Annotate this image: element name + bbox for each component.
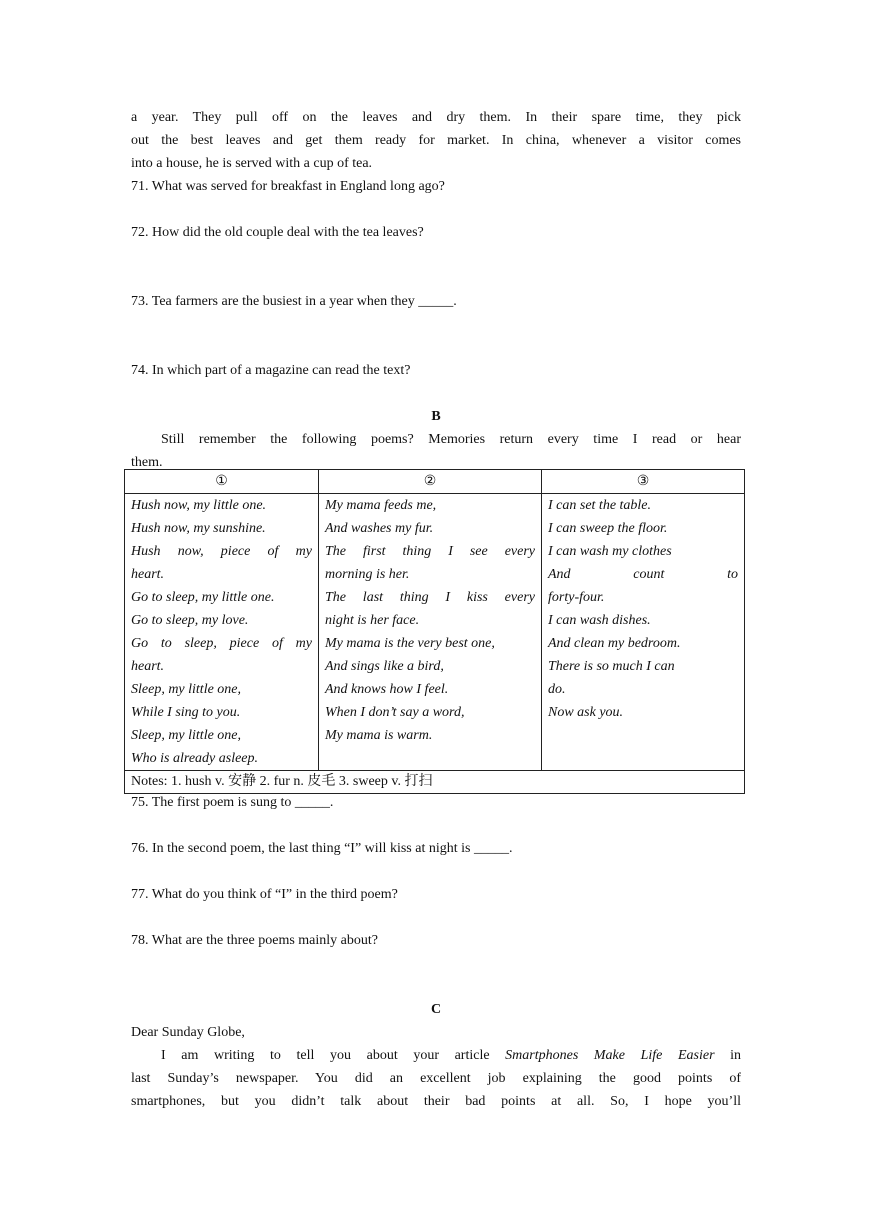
- options-78: [131, 975, 741, 998]
- options-73: [131, 313, 741, 336]
- poem-line: morning is her.: [325, 567, 410, 582]
- question-71: 71. What was served for breakfast in England long ago?: [131, 179, 445, 194]
- poem-notes: Notes: 1. hush v. 安静 2. fur n. 皮毛 3. sweep v. 打扫: [125, 771, 745, 794]
- reading-page: [131, 106, 741, 474]
- question-72: 72. How did the old couple deal with the tea leaves?: [131, 225, 424, 240]
- poem-line: do.: [548, 682, 566, 697]
- poem-line: My mama is warm.: [325, 728, 433, 743]
- poem-line: Who is already asleep.: [131, 751, 259, 766]
- poem-line: Hush now, my little one.: [131, 498, 267, 513]
- poem-line: There is so much I can: [548, 659, 675, 674]
- article-title: Smartphones Make Life Easier: [505, 1048, 715, 1063]
- poem-line: night is her face.: [325, 613, 420, 628]
- poem-line: Go to sleep, piece of my: [131, 636, 312, 651]
- poem-line: I can wash my clothes: [548, 544, 672, 559]
- poem-line: Hush now, my sunshine.: [131, 521, 266, 536]
- question-76: 76. In the second poem, the last thing “I” will kiss at night is _____.: [131, 841, 513, 856]
- poem-1: [125, 494, 319, 771]
- letter-text: I am writing to tell you about your article: [161, 1048, 506, 1063]
- letter-line: smartphones, but you didn’t talk about their bad points at all. So, I hope you’ll: [131, 1094, 741, 1109]
- options-74: [131, 382, 741, 405]
- passage-line: out the best leaves and get them ready for market. In china, whenever a visitor comes: [131, 133, 741, 148]
- options-71: [131, 198, 741, 221]
- poem-3: [542, 494, 745, 771]
- options-75: [131, 814, 741, 837]
- poem-line: And sings like a bird,: [325, 659, 444, 674]
- poem-line: Hush now, piece of my: [131, 544, 312, 559]
- poem-line: The first thing I see every: [325, 544, 535, 559]
- poem-line: My mama is the very best one,: [325, 636, 495, 651]
- options-77: [131, 906, 741, 929]
- options-72: [131, 244, 741, 267]
- poem-line: And washes my fur.: [325, 521, 434, 536]
- poem-line: When I don’t say a word,: [325, 705, 465, 720]
- poem-2: [319, 494, 542, 771]
- poem-line: heart.: [131, 659, 165, 674]
- poem-line: forty-four.: [548, 590, 605, 605]
- poem-number: ③: [542, 470, 745, 494]
- poem-line: Now ask you.: [548, 705, 624, 720]
- poem-line: heart.: [131, 567, 165, 582]
- poem-line: The last thing I kiss every: [325, 590, 535, 605]
- poem-line: And count to: [548, 567, 738, 582]
- letter-line: [131, 1044, 741, 1067]
- options-73: [131, 336, 741, 359]
- poem-line: And clean my bedroom.: [548, 636, 681, 651]
- poem-line: Sleep, my little one,: [131, 682, 242, 697]
- section-b-intro: Still remember the following poems? Memories return every time I read or hear: [161, 432, 741, 447]
- poem-number: ①: [125, 470, 319, 494]
- question-73: 73. Tea farmers are the busiest in a year when they _____.: [131, 294, 457, 309]
- poem-line: And knows how I feel.: [325, 682, 449, 697]
- question-74: 74. In which part of a magazine can read the text?: [131, 363, 411, 378]
- poem-line: I can wash dishes.: [548, 613, 651, 628]
- section-heading-c: C: [430, 1002, 442, 1017]
- section-b-intro: them.: [131, 455, 163, 470]
- poem-line: Go to sleep, my love.: [131, 613, 249, 628]
- letter-text: in: [714, 1048, 741, 1063]
- question-75: 75. The first poem is sung to _____.: [131, 795, 334, 810]
- poem-line: While I sing to you.: [131, 705, 241, 720]
- options-78: [131, 952, 741, 975]
- reading-page-continued: [131, 791, 741, 1113]
- passage-line: a year. They pull off on the leaves and dry them. In their spare time, they pick: [131, 110, 741, 125]
- letter-line: last Sunday’s newspaper. You did an excellent job explaining the good points of: [131, 1071, 741, 1086]
- question-78: 78. What are the three poems mainly about?: [131, 933, 378, 948]
- passage-line: into a house, he is served with a cup of tea.: [131, 156, 373, 171]
- section-heading-b: B: [431, 409, 441, 424]
- question-77: 77. What do you think of “I” in the third poem?: [131, 887, 398, 902]
- options-72: [131, 267, 741, 290]
- poem-line: I can set the table.: [548, 498, 652, 513]
- poem-line: I can sweep the floor.: [548, 521, 668, 536]
- poems-table: [124, 469, 745, 794]
- options-76: [131, 860, 741, 883]
- poem-line: Sleep, my little one,: [131, 728, 242, 743]
- letter-greeting: Dear Sunday Globe,: [131, 1025, 245, 1040]
- poem-line: My mama feeds me,: [325, 498, 437, 513]
- poem-line: Go to sleep, my little one.: [131, 590, 275, 605]
- poem-number: ②: [319, 470, 542, 494]
